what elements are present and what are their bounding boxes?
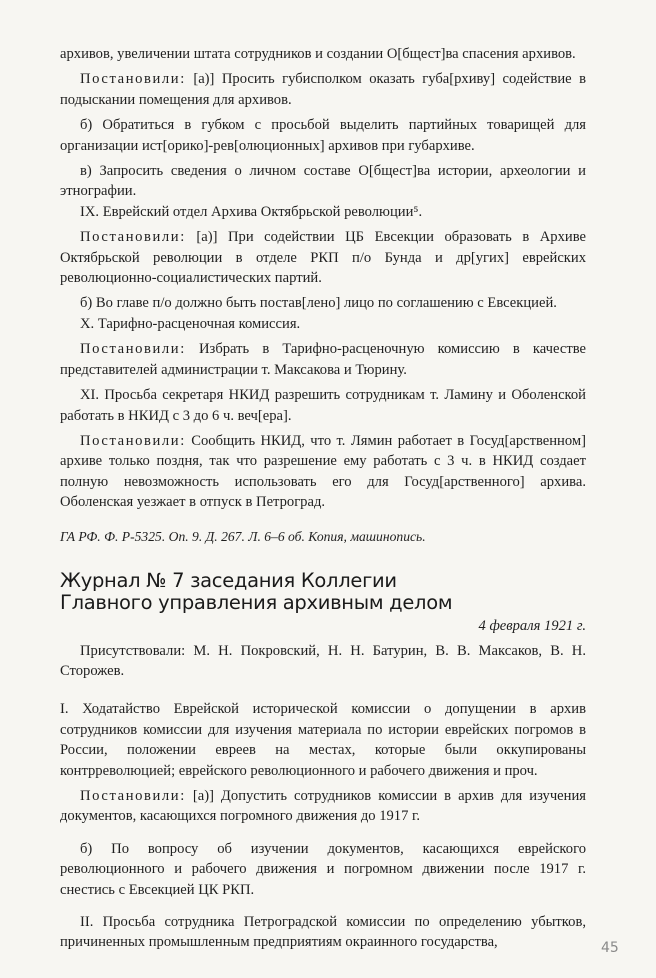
- attendees-paragraph: Присутствовали: М. Н. Покровский, Н. Н. Батурин, В. В. Максаков, В. Н. Сторожев.: [60, 642, 586, 679]
- paragraph-item-v: в) Запросить сведения о личном составе О[бщест]ва истории, археологии и этнографии.: [60, 163, 586, 200]
- resolution-paragraph: Постановили: [а)] Допустить сотрудников комиссии в архив для изучения документов, касающихся погромного движения до 1917 г.: [60, 787, 586, 825]
- archival-source-reference: ГА РФ. Ф. Р-5325. Оп. 9. Д. 267. Л. 6–6 об. Копия, машинопись.: [60, 528, 426, 544]
- section-heading-x: X. Тарифно-расценочная комиссия.: [80, 315, 301, 332]
- resolution-paragraph: Постановили: [а)] При содействии ЦБ Евсекции образовать в Архиве Октябрьской революции в отделе РКП п/о Бунда и др[угих] еврейских революционно-социалистических партий.: [60, 229, 586, 287]
- resolution-label: Постановили:: [80, 229, 186, 246]
- resolution-label: Постановили:: [80, 341, 186, 358]
- document-page: [60, 44, 586, 953]
- page-number: 45: [601, 940, 619, 956]
- paragraph-item-b: б) По вопросу об изучении документов, касающихся еврейского революционного и рабочего движения и погромном движении после 1917 г. снестись с Евсекцией ЦК РКП.: [60, 840, 586, 898]
- resolution-label: Постановили:: [80, 432, 186, 449]
- journal-date: 4 февраля 1921 г.: [478, 617, 586, 634]
- resolution-label: Постановили:: [80, 71, 186, 88]
- journal-title: Журнал № 7 заседания Коллегии Главного управления архивным делом: [60, 568, 453, 614]
- agenda-item-i: I. Ходатайство Еврейской исторической комиссии о допущении в архив сотрудников комиссии для изучения материала по истории еврейских погромов в России, положении евреев на местах, которые были оккупированы контрреволюцией; еврейского революционного и рабочего движения и проч.: [60, 701, 586, 779]
- resolution-label: Постановили:: [80, 787, 186, 804]
- section-heading-ix: IX. Еврейский отдел Архива Октябрьской революции⁵.: [80, 203, 423, 220]
- resolution-paragraph: Постановили: Сообщить НКИД, что т. Лямин работает в Госуд[арственном] архиве только поздня, так что разрешение ему работать с 3 ч. в НКИД создает полную невозможность использовать его для Госуд[арственного] архива. Оболенская уезжает в отпуск в Петроград.: [60, 432, 586, 511]
- agenda-item-ii: II. Просьба сотрудника Петроградской комиссии по определению убытков, причиненных промышленным предприятиям окраинного государства,: [60, 914, 586, 951]
- resolution-paragraph: Постановили: [а)] Просить губисполком оказать губа[рхиву] содействие в подыскании помещения для архивов.: [60, 71, 586, 108]
- paragraph-continuation: архивов, увеличении штата сотрудников и создании О[бщест]ва спасения архивов.: [60, 46, 576, 62]
- paragraph-item-b: б) Обратиться в губком с просьбой выделить партийных товарищей для организации ист[орико]-рев[олюционных] архивов при губархиве.: [60, 117, 586, 154]
- resolution-paragraph: Постановили: Избрать в Тарифно-расценочную комиссию в качестве представителей администрации т. Максакова и Тюрину.: [60, 341, 586, 378]
- paragraph-item-b: б) Во главе п/о должно быть постав[лено] лицо по соглашению с Евсекцией.: [80, 295, 557, 312]
- section-heading-xi: XI. Просьба секретаря НКИД разрешить сотрудникам т. Ламину и Оболенской работать в НКИД с 3 до 6 ч. веч[ера].: [60, 387, 586, 424]
